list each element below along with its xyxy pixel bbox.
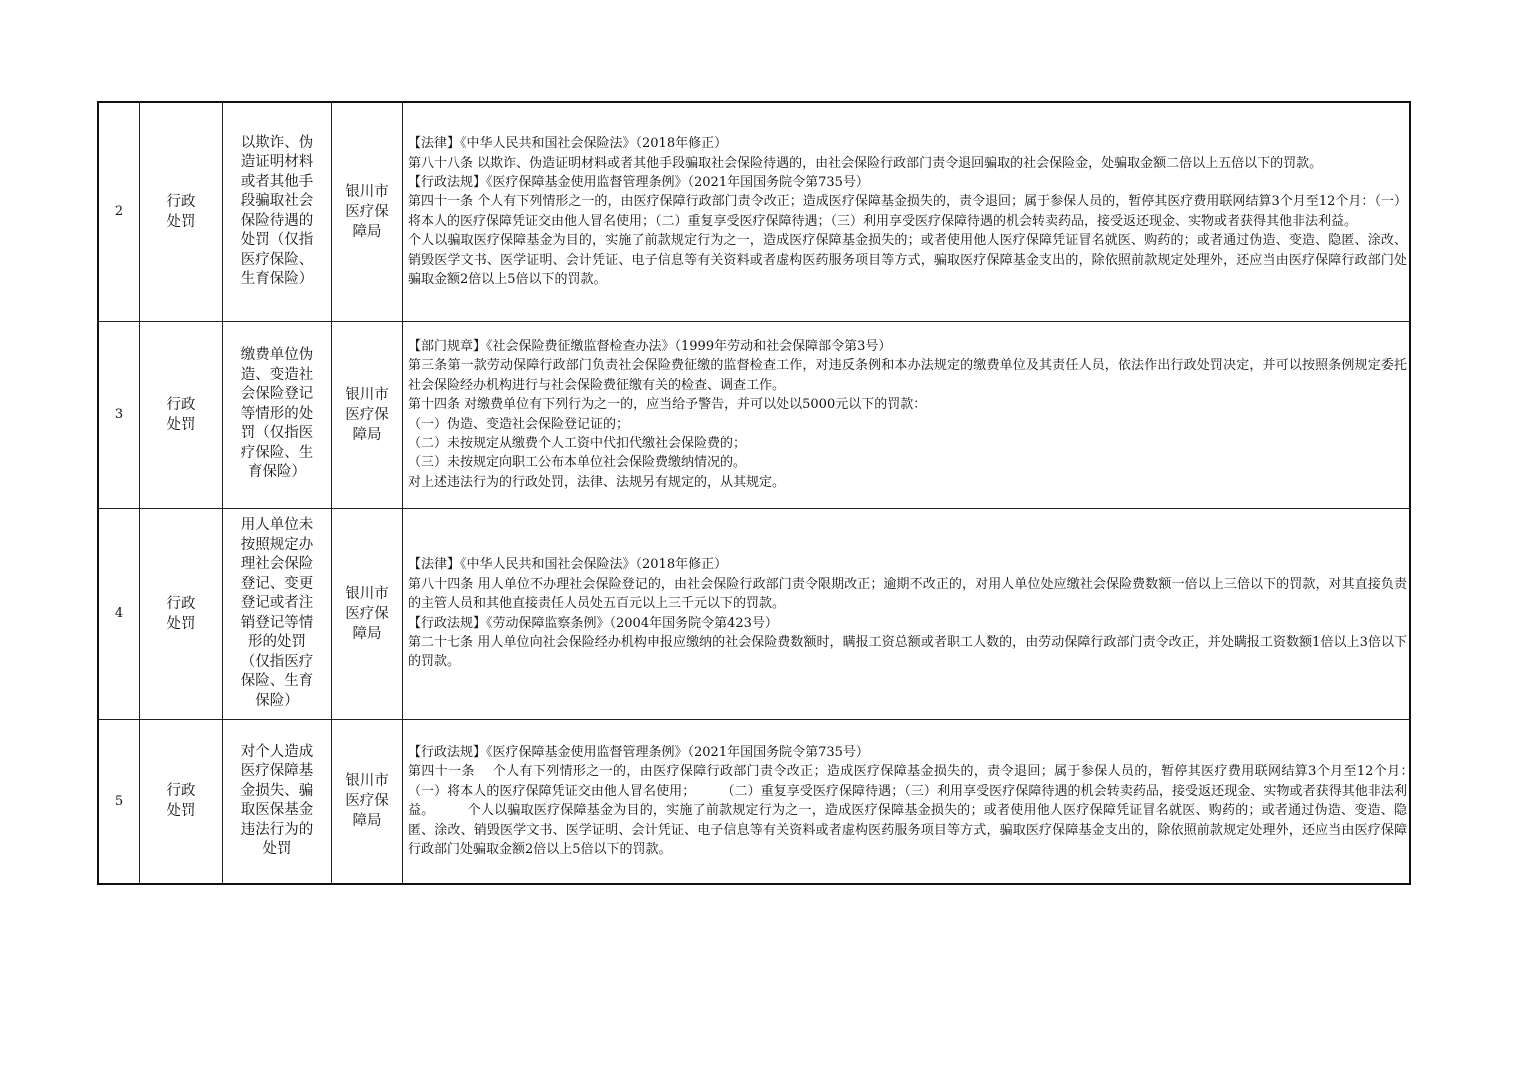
penalty-matter (223, 719, 332, 884)
basis-line: 第三条第一款劳动保障行政部门负责社会保险费征缴的监督检查工作，对违反条例和本办法规定的缴费单位及其责任人员，依法作出行政处罚决定，并可以按照条例规定委托社会保险经办机构进行与社会保险费征缴有关的检查、调查工作。 (408, 358, 1407, 393)
department-text: 银川市医疗保障局 (345, 386, 389, 443)
table-row (98, 508, 1410, 719)
basis-line: 第四十一条 个人有下列情形之一的，由医疗保障行政部门责令改正；造成医疗保障基金损失的，责令退回；属于参保人员的，暂停其医疗费用联网结算3个月至12个月： （一）将本人的医疗保障凭证交由他人冒名使用； （二）重复享受医疗保障待遇；（三）利用享受医疗保障待遇的机会转卖药品，接受返还现金、实物或者获得其他非法利益。 个人以骗取医疗保障基金为目的，实施了前款规定行为之一，造成医疗保障基金损失的；或者使用他人医疗保障凭证冒名就医、购药的；或者通过伪造、变造、隐匿、涂改、销毁医学文书、医学证明、会计凭证、电子信息等有关资料或者虚构医药服务项目等方式，骗取医疗保障基金支出的，除依照前款规定处理外，还应当由医疗保障行政部门处骗取金额2倍以上5倍以下的罚款。 (408, 764, 1447, 858)
penalty-type (140, 102, 223, 321)
basis-line: 第八十八条 以欺诈、伪造证明材料或者其他手段骗取社会保险待遇的，由社会保险行政部门责令退回骗取的社会保险金，处骗取金额二倍以上五倍以下的罚款。 (408, 155, 1323, 171)
legal-basis (403, 508, 1411, 719)
penalty-type (140, 719, 223, 884)
penalty-type (140, 321, 223, 508)
department (332, 508, 403, 719)
row-number: 3 (98, 321, 140, 508)
table-row (98, 102, 1410, 321)
penalty-type-text: 行政处罚 (166, 783, 196, 820)
department-text: 银川市医疗保障局 (345, 773, 389, 830)
department (332, 102, 403, 321)
basis-line: 【法律】《中华人民共和国社会保险法》（2018年修正） (408, 557, 728, 573)
basis-line: 【行政法规】《劳动保障监察条例》（2004年国务院令第423号） (408, 615, 778, 631)
legal-basis (403, 102, 1411, 321)
penalty-matter-text: 对个人造成医疗保障基金损失、骗取医保基金违法行为的处罚 (240, 743, 314, 858)
legal-basis (403, 321, 1411, 508)
penalty-matter-text: 以欺诈、伪造证明材料或者其他手段骗取社会保险待遇的处罚（仅指医疗保险、生育保险） (240, 134, 314, 288)
basis-line: 【行政法规】《医疗保障基金使用监督管理条例》（2021年国国务院令第735号） (408, 174, 869, 190)
table-row (98, 321, 1410, 508)
penalty-type (140, 508, 223, 719)
basis-line: （二）未按规定从缴费个人工资中代扣代缴社会保险费的； (408, 435, 747, 451)
basis-line: （一）伪造、变造社会保险登记证的； (408, 416, 630, 432)
basis-line: （三）未按规定向职工公布本单位社会保险费缴纳情况的。 (408, 455, 747, 471)
department-text: 银川市医疗保障局 (345, 183, 389, 240)
table-row (98, 719, 1410, 884)
basis-line: 第二十七条 用人单位向社会保险经办机构申报应缴纳的社会保险费数额时，瞒报工资总额或者职工人数的，由劳动保障行政部门责令改正，并处瞒报工资数额1倍以上3倍以下的罚款。 (408, 634, 1407, 670)
department (332, 321, 403, 508)
penalty-matter (223, 102, 332, 321)
department-text: 银川市医疗保障局 (345, 585, 389, 642)
legal-basis (403, 719, 1447, 884)
row-number: 4 (98, 508, 140, 719)
penalty-type-text: 行政处罚 (166, 193, 196, 230)
basis-line: 个人以骗取医疗保障基金为目的，实施了前款规定行为之一，造成医疗保障基金损失的；或者使用他人医疗保障凭证冒名就医、购药的；或者通过伪造、变造、隐匿、涂改、销毁医学文书、医学证明、会计凭证、电子信息等有关资料或者虚构医药服务项目等方式，骗取医疗保障基金支出的，除依照前款规定处理外，还应当由医疗保障行政部门处骗取金额2倍以上5倍以下的罚款。 (408, 233, 1407, 287)
penalty-matter (223, 321, 332, 508)
basis-line: 第四十一条 个人有下列情形之一的，由医疗保障行政部门责令改正；造成医疗保障基金损失的，责令退回；属于参保人员的，暂停其医疗费用联网结算3个月至12个月：（一）将本人的医疗保障凭证交由他人冒名使用；（二）重复享受医疗保障待遇；（三）利用享受医疗保障待遇的机会转卖药品，接受返还现金、实物或者获得其他非法利益。 (408, 194, 1407, 229)
basis-line: 对上述违法行为的行政处罚，法律、法规另有规定的，从其规定。 (408, 474, 786, 490)
penalty-table (97, 101, 1447, 885)
basis-line: 第八十四条 用人单位不办理社会保险登记的，由社会保险行政部门责令限期改正；逾期不改正的，对用人单位处应缴社会保险费数额一倍以上三倍以下的罚款，对其直接负责的主管人员和其他直接责任人员处五百元以上三千元以下的罚款。 (408, 576, 1407, 612)
basis-line: 【法律】《中华人民共和国社会保险法》（2018年修正） (408, 136, 728, 152)
penalty-matter (223, 508, 332, 719)
penalty-matter-text: 用人单位未按照规定办理社会保险登记、变更登记或者注销登记等情形的处罚（仅指医疗保险、生育保险） (240, 517, 314, 709)
penalty-type-text: 行政处罚 (166, 396, 196, 433)
department (332, 719, 403, 884)
penalty-type-text: 行政处罚 (166, 595, 196, 632)
row-number: 5 (98, 719, 140, 884)
penalty-matter-text: 缴费单位伪造、变造社会保险登记等情形的处罚（仅指医疗保险、生育保险） (240, 347, 314, 481)
row-number: 2 (98, 102, 140, 321)
basis-line: 第十四条 对缴费单位有下列行为之一的，应当给予警告，并可以处以5000元以下的罚款： (408, 397, 927, 413)
basis-line: 【行政法规】《医疗保障基金使用监督管理条例》（2021年国国务院令第735号） (408, 745, 869, 761)
basis-line: 【部门规章】《社会保险费征缴监督检查办法》（1999年劳动和社会保障部令第3号） (408, 338, 892, 354)
